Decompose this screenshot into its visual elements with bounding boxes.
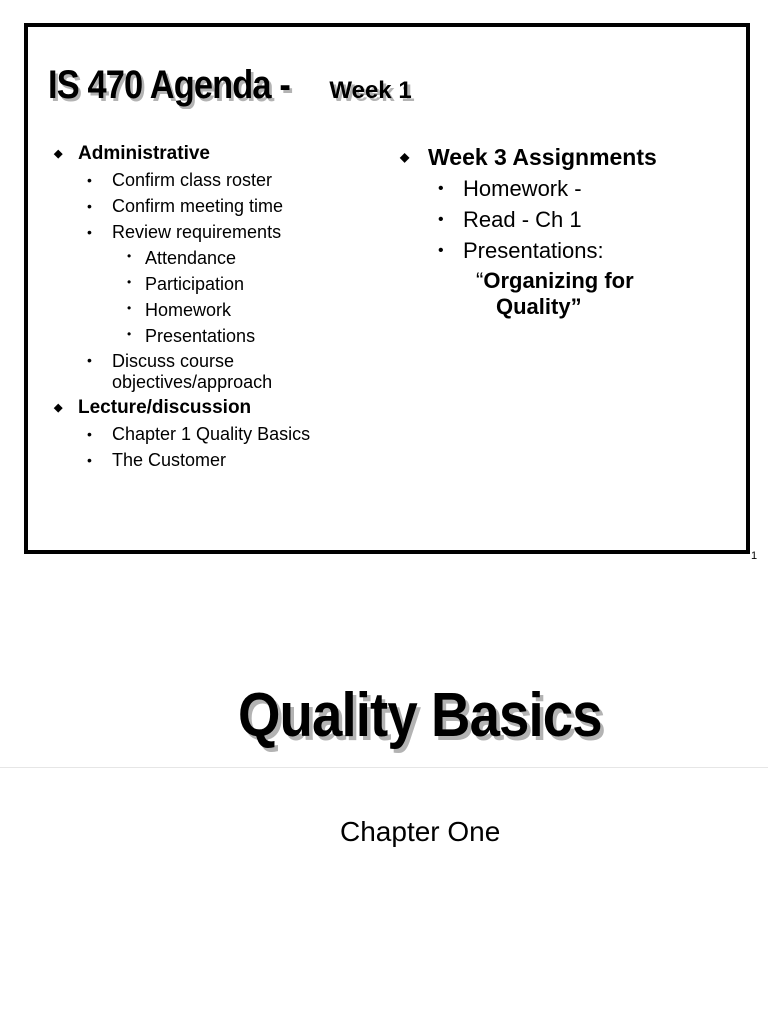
list-item — [52, 219, 392, 245]
list-item-label: Administrative — [78, 143, 210, 164]
list-item — [52, 395, 392, 421]
dot-bullet-icon: • — [438, 180, 444, 197]
dot-bullet-icon: • — [438, 242, 444, 259]
list-item-label: Review requirements — [112, 222, 282, 242]
dot-bullet-icon: • — [87, 224, 92, 240]
agenda-right-column — [396, 141, 736, 320]
list-item — [396, 173, 736, 204]
list-item-label: Chapter 1 Quality Basics — [112, 424, 311, 444]
list-item — [396, 204, 736, 235]
list-item — [52, 297, 392, 323]
list-item-label: Confirm meeting time — [112, 196, 284, 216]
list-item — [52, 141, 392, 167]
list-item — [52, 323, 392, 349]
list-item-label: Homework - — [463, 176, 582, 201]
dot-bullet-icon: • — [87, 352, 92, 368]
list-item-label: Participation — [145, 274, 245, 294]
list-item-label: Homework — [145, 300, 232, 320]
page-number: 1 — [751, 550, 758, 562]
dot-bullet-icon: • — [438, 211, 444, 228]
list-item-label: Presentations — [145, 326, 256, 346]
divider — [0, 767, 768, 768]
slide-title-week: Week 1 — [329, 77, 412, 104]
list-item-label: Lecture/discussion — [78, 397, 252, 418]
presentation-topic-line1: Organizing for — [483, 268, 634, 293]
small-dot-bullet-icon: • — [127, 327, 132, 341]
list-item — [52, 271, 392, 297]
list-item-label: Read - Ch 1 — [463, 207, 582, 232]
presentation-topic — [396, 268, 736, 320]
list-item-label: Attendance — [145, 248, 237, 268]
section-title: Quality Basics — [238, 681, 602, 750]
list-item — [52, 421, 392, 447]
list-item-label: Presentations: — [463, 238, 604, 263]
dot-bullet-icon: • — [87, 452, 92, 468]
list-item — [52, 447, 392, 473]
list-item-label-line2: objectives/approach — [112, 372, 273, 392]
list-item — [52, 349, 392, 395]
list-item — [52, 193, 392, 219]
small-dot-bullet-icon: • — [127, 301, 132, 315]
open-quote: “ — [476, 268, 484, 293]
list-item-label: Confirm class roster — [112, 170, 273, 190]
diamond-bullet-icon: ◆ — [54, 148, 63, 160]
diamond-bullet-icon: ◆ — [54, 402, 63, 414]
small-dot-bullet-icon: • — [127, 275, 132, 289]
list-item — [396, 235, 736, 266]
presentation-topic-line2: Quality” — [496, 294, 582, 319]
list-item — [396, 141, 736, 173]
list-item-label: Week 3 Assignments — [428, 144, 657, 170]
list-item-label: The Customer — [112, 450, 227, 470]
list-item — [52, 245, 392, 271]
dot-bullet-icon: • — [87, 172, 92, 188]
section-subtitle: Chapter One — [340, 816, 501, 847]
list-item — [52, 167, 392, 193]
slide-title-main: IS 470 Agenda - — [48, 63, 290, 107]
agenda-slide — [24, 23, 750, 554]
dot-bullet-icon: • — [87, 426, 92, 442]
diamond-bullet-icon: ◆ — [400, 150, 410, 164]
slide-title — [48, 63, 412, 108]
agenda-left-column — [52, 141, 392, 473]
small-dot-bullet-icon: • — [127, 249, 132, 263]
list-item-label-line1: Discuss course — [112, 351, 235, 371]
dot-bullet-icon: • — [87, 198, 92, 214]
